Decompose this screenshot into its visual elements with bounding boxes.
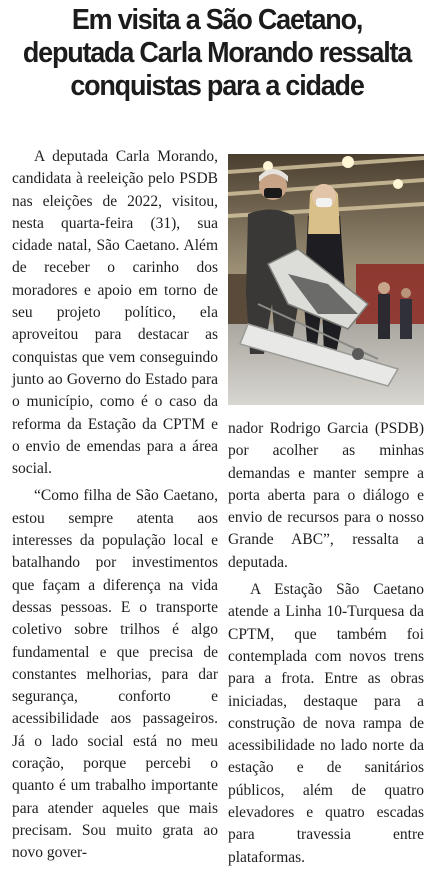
article-paragraph: nador Rodrigo Garcia (PSDB) por acolher as minhas demandas e manter sempre a porta aberta para o diálogo e envio de recursos para o nosso Grande ABC”, ressalta a deputada. <box>228 420 424 571</box>
article-column-right <box>228 418 424 866</box>
article-photo <box>228 154 424 405</box>
article-column-left <box>12 146 218 862</box>
article-paragraph: A deputada Carla Morando, candidata à reeleição pelo PSDB nas eleições de 2022, visitou, nesta quarta-feira (31), sua cidade natal, São Caetano. Além de receber o carinho dos moradores e apoio em torno de seu projeto político, ela aproveitou para destacar as conquistas que vem conseguindo junto ao Governo do Estado para o município, como é o caso da reforma da Estação da CPTM e o envio de emendas para a área social. <box>12 148 218 478</box>
headline: Em visita a São Caetano, deputada Carla Morando ressalta conquistas para a cidade <box>22 4 412 102</box>
article-paragraph: “Como filha de São Caetano, estou sempre atenta aos interesses da população local e batalhando por investimentos que façam a diferença na vida dessas pessoas. E o transporte coletivo sobre trilhos é algo fundamental e que precisa de constantes melhorias, para dar segurança, conforto e acessibilidade aos passageiros. Já o lado social está no meu coração, porque percebi o quanto é um trabalho importante para atender aqueles que mais precisam. Sou muito grata ao novo gover- <box>12 487 218 862</box>
article-paragraph: A Estação São Caetano atende a Linha 10-Turquesa da CPTM, que também foi contemplada com novos trens para a frota. Entre as obras iniciadas, destaque para a construção de nova rampa de acessibilidade no lado norte da estação e de sanitários públicos, além de quatro elevadores e quatro escadas para travessia entre plataformas. <box>228 581 424 866</box>
